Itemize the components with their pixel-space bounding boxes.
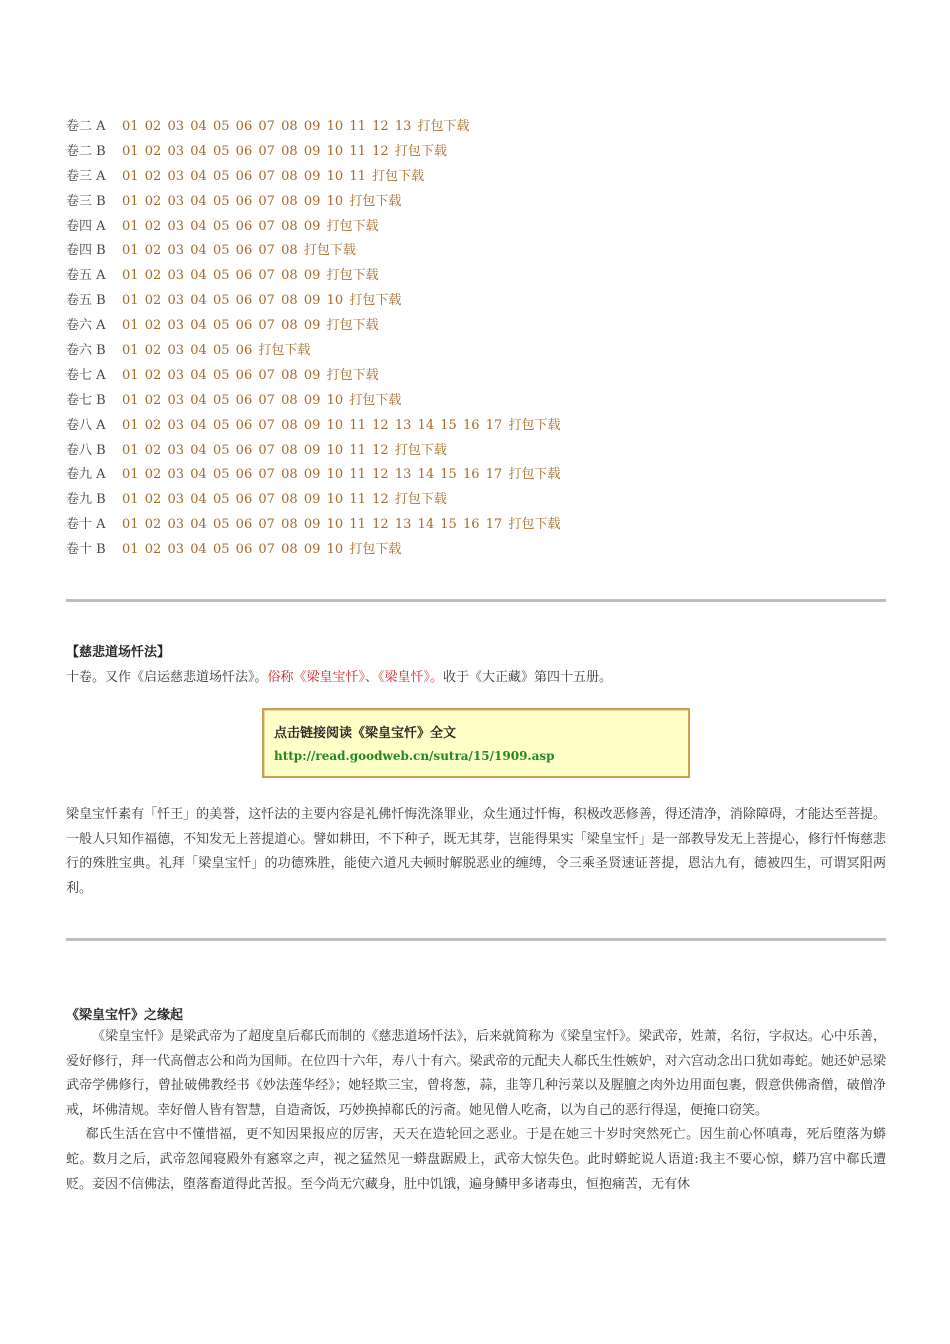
intro-text: 十卷。又作《启运慈悲道场忏法》。 [66,670,268,685]
part-link[interactable]: 02 [144,268,162,284]
part-link[interactable]: 06 [235,168,253,184]
section-intro [66,666,612,685]
part-link[interactable]: 07 [258,392,275,408]
part-link[interactable]: 05 [212,268,230,284]
part-link[interactable]: 07 [258,143,275,159]
part-link[interactable]: 06 [235,119,253,134]
part-link[interactable]: 03 [167,417,185,433]
volume-label: 卷九 B [66,492,106,508]
part-link[interactable]: 01 [122,293,139,309]
volume-row [66,390,561,415]
volume-row [66,489,561,514]
part-link[interactable]: 04 [190,492,207,508]
section-title: 【慈悲道场忏法】 [66,645,171,660]
part-link[interactable]: 04 [190,119,207,134]
part-link[interactable]: 14 [417,467,435,483]
pack-download-link[interactable]: 打包下载 [326,367,379,383]
volume-row [66,315,561,340]
part-link[interactable]: 13 [394,517,412,533]
part-link[interactable]: 12 [372,417,389,433]
part-link[interactable]: 03 [167,168,185,184]
pack-download-link[interactable]: 打包下载 [417,119,470,134]
part-link[interactable]: 02 [144,417,162,433]
part-link[interactable]: 10 [326,193,344,209]
part-link[interactable]: 11 [349,467,366,483]
part-link[interactable]: 08 [281,542,298,558]
divider [66,938,886,941]
part-link[interactable]: 06 [235,243,253,259]
part-link[interactable]: 05 [212,318,230,334]
volume-label: 卷七 B [66,392,106,408]
part-link[interactable]: 02 [144,168,162,184]
part-link[interactable]: 15 [440,517,457,533]
part-link[interactable]: 01 [122,492,139,508]
part-link[interactable]: 06 [235,293,253,309]
part-link[interactable]: 11 [349,517,366,533]
part-link[interactable]: 08 [281,492,298,508]
part-link[interactable]: 03 [167,268,185,284]
part-link[interactable]: 01 [122,218,139,234]
part-link[interactable]: 06 [235,417,253,433]
part-link[interactable]: 09 [303,417,321,433]
part-link[interactable]: 09 [303,293,321,309]
paragraph-text: 《梁皇宝忏》是梁武帝为了超度皇后郗氏而制的《慈悲道场忏法》，后来就简称为《梁皇宝忏》。梁武帝，姓萧，名衍，字叔达。心中乐善，爱好修行，拜一代高僧志公和尚为国师。在位四十六年，寿八十有六。梁武帝的元配夫人郗氏生性嫉妒，对六宫动念出口犹如毒蛇。她还妒忌梁武帝学佛修行，曾扯破佛教经书《妙法莲华经》；她轻欺三宝，曾将葱，蒜，韭等几种污菜以及腥膻之肉外边用面包裹，假意供佛斋僧，破僧净戒，坏佛清规。幸好僧人皆有智慧，自造斋饭，巧妙换掉郗氏的污斋。她见僧人吃斋，以为自己的恶行得逞，便掩口窃笑。 [66,1029,886,1118]
part-link[interactable]: 09 [303,218,321,234]
part-link[interactable]: 05 [212,467,230,483]
part-link[interactable]: 09 [303,168,321,184]
read-link-title[interactable]: 点击链接阅读《梁皇宝忏》全文 [274,726,457,741]
part-link[interactable]: 07 [258,268,275,284]
part-link[interactable]: 08 [281,193,298,209]
part-link[interactable]: 02 [144,517,162,533]
part-link[interactable]: 09 [303,467,321,483]
paragraph-text: 郗氏生活在宫中不懂惜福，更不知因果报应的厉害，天天在造轮回之恶业。于是在她三十岁时突然死亡。因生前心怀嗔毒，死后堕落为蟒蛇。数月之后，武帝忽闻寝殿外有窸窣之声，视之猛然见一蟒盘踞殿上，武帝大惊失色。此时蟒蛇说人语道:我主不要心惊，蟒乃宫中郗氏遭贬。妾因不信佛法，堕落畜道得此苦报。至今尚无穴藏身，肚中饥饿，遍身鳞甲多诸毒虫，恒抱痛苦，无有休 [66,1127,886,1192]
volume-row [66,514,561,539]
part-link[interactable]: 02 [144,492,162,508]
part-link[interactable]: 02 [144,392,162,408]
part-link[interactable]: 16 [463,467,480,483]
part-link[interactable]: 07 [258,193,275,209]
part-link[interactable]: 05 [212,243,230,259]
part-link[interactable]: 07 [258,168,275,184]
part-link[interactable]: 05 [212,218,230,234]
part-link[interactable]: 08 [281,143,298,159]
pack-download-link[interactable]: 打包下载 [326,318,379,334]
part-link[interactable]: 08 [281,467,298,483]
part-link[interactable]: 07 [258,293,275,309]
part-link[interactable]: 12 [372,442,389,458]
part-link[interactable]: 01 [122,168,139,184]
part-link[interactable]: 10 [326,517,344,533]
part-link[interactable]: 02 [144,243,162,259]
part-link[interactable]: 14 [417,417,435,433]
part-link[interactable]: 05 [212,442,230,458]
part-link[interactable]: 12 [372,492,389,508]
volume-label: 卷六 A [66,318,106,334]
origin-paragraphs [66,1025,886,1197]
part-link[interactable]: 12 [372,467,389,483]
part-link[interactable]: 06 [235,193,253,209]
part-link[interactable]: 11 [349,492,366,508]
part-link[interactable]: 04 [190,442,207,458]
volume-label: 卷五 A [66,268,106,284]
part-link[interactable]: 06 [235,467,253,483]
part-link[interactable]: 10 [326,542,344,558]
volume-row [66,340,561,365]
intro-alias-text: 俗称《梁皇宝忏》、《梁皇忏》。 [267,670,444,685]
part-link[interactable]: 17 [485,417,503,433]
part-link[interactable]: 04 [190,168,207,184]
part-link[interactable]: 01 [122,542,139,558]
part-link[interactable]: 05 [212,119,230,134]
part-link[interactable]: 06 [235,343,253,359]
part-link[interactable]: 07 [258,417,275,433]
part-link[interactable]: 02 [144,442,162,458]
part-link[interactable]: 01 [122,193,139,209]
part-link[interactable]: 01 [122,417,139,433]
part-link[interactable]: 01 [122,367,139,383]
part-link[interactable]: 09 [303,119,321,134]
part-link[interactable]: 04 [190,467,207,483]
part-link[interactable]: 05 [212,492,230,508]
part-link[interactable]: 06 [235,268,253,284]
part-link[interactable]: 06 [235,442,253,458]
part-link[interactable]: 11 [349,168,366,184]
part-link[interactable]: 06 [235,143,253,159]
part-link[interactable]: 03 [167,467,185,483]
volume-row [66,116,561,141]
part-link[interactable]: 12 [372,517,389,533]
part-link[interactable]: 07 [258,517,275,533]
part-link[interactable]: 09 [303,442,321,458]
part-link[interactable]: 08 [281,218,298,234]
part-link[interactable]: 04 [190,517,207,533]
part-link[interactable]: 02 [144,343,162,359]
part-link[interactable]: 07 [258,318,275,334]
part-link[interactable]: 16 [463,417,480,433]
part-link[interactable]: 06 [235,392,253,408]
part-link[interactable]: 05 [212,293,230,309]
pack-download-link[interactable]: 打包下载 [349,392,402,408]
part-link[interactable]: 01 [122,243,139,259]
part-link[interactable]: 03 [167,442,185,458]
part-link[interactable]: 09 [303,492,321,508]
part-link[interactable]: 03 [167,218,185,234]
part-link[interactable]: 16 [463,517,480,533]
part-link[interactable]: 09 [303,143,321,159]
section-title: 《梁皇宝忏》之缘起 [66,1008,184,1023]
volume-row [66,415,561,440]
pack-download-link[interactable]: 打包下载 [394,442,447,458]
volume-label: 卷四 B [66,243,106,259]
part-link[interactable]: 10 [326,168,344,184]
part-link[interactable]: 01 [122,517,139,533]
part-link[interactable]: 10 [326,119,344,134]
part-link[interactable]: 07 [258,542,275,558]
volume-label: 卷二 A [66,119,106,134]
part-link[interactable]: 01 [122,467,139,483]
volume-row [66,240,561,265]
part-link[interactable]: 09 [303,517,321,533]
pack-download-link[interactable]: 打包下载 [326,218,379,234]
volume-label: 卷七 A [66,367,106,383]
part-link[interactable]: 01 [122,392,139,408]
part-link[interactable]: 04 [190,268,207,284]
part-link[interactable]: 05 [212,367,230,383]
part-link[interactable]: 01 [122,143,139,159]
volume-row [66,166,561,191]
part-link[interactable]: 10 [326,492,344,508]
part-link[interactable]: 05 [212,193,230,209]
part-link[interactable]: 05 [212,542,230,558]
part-link[interactable]: 09 [303,268,321,284]
part-link[interactable]: 03 [167,143,185,159]
part-link[interactable]: 11 [349,417,366,433]
part-link[interactable]: 05 [212,417,230,433]
part-link[interactable]: 10 [326,392,344,408]
part-link[interactable]: 06 [235,517,253,533]
part-link[interactable]: 17 [485,517,503,533]
part-link[interactable]: 09 [303,367,321,383]
part-link[interactable]: 02 [144,119,162,134]
part-link[interactable]: 17 [485,467,503,483]
part-link[interactable]: 13 [394,467,412,483]
part-link[interactable]: 05 [212,143,230,159]
part-link[interactable]: 03 [167,367,185,383]
part-link[interactable]: 04 [190,318,207,334]
pack-download-link[interactable]: 打包下载 [394,143,447,159]
part-link[interactable]: 09 [303,193,321,209]
volume-label: 卷二 B [66,143,106,159]
part-link[interactable]: 03 [167,193,185,209]
part-link[interactable]: 07 [258,492,275,508]
intro-source-text: 收于《大正藏》第四十五册。 [443,670,613,685]
part-link[interactable]: 01 [122,268,139,284]
part-link[interactable]: 05 [212,517,230,533]
part-link[interactable]: 11 [349,143,366,159]
part-link[interactable]: 06 [235,218,253,234]
part-link[interactable]: 02 [144,143,162,159]
part-link[interactable]: 01 [122,318,139,334]
volume-download-list [66,116,561,564]
pack-download-link[interactable]: 打包下载 [258,343,311,359]
part-link[interactable]: 05 [212,168,230,184]
part-link[interactable]: 04 [190,143,207,159]
volume-row [66,290,561,315]
volume-row [66,440,561,465]
part-link[interactable]: 13 [394,417,412,433]
part-link[interactable]: 10 [326,417,344,433]
part-link[interactable]: 07 [258,467,275,483]
part-link[interactable]: 04 [190,193,207,209]
part-link[interactable]: 08 [281,243,298,259]
volume-label: 卷十 A [66,517,106,533]
part-link[interactable]: 07 [258,442,275,458]
part-link[interactable]: 07 [258,218,275,234]
part-link[interactable]: 02 [144,218,162,234]
part-link[interactable]: 12 [372,143,389,159]
part-link[interactable]: 01 [122,343,139,359]
part-link[interactable]: 08 [281,517,298,533]
part-link[interactable]: 03 [167,542,185,558]
part-link[interactable]: 03 [167,392,185,408]
volume-row [66,265,561,290]
volume-label: 卷九 A [66,467,106,483]
part-link[interactable]: 02 [144,293,162,309]
volume-row [66,191,561,216]
pack-download-link[interactable]: 打包下载 [303,243,356,259]
read-link-box [262,708,690,778]
part-link[interactable]: 07 [258,243,275,259]
pack-download-link[interactable]: 打包下载 [372,168,425,184]
part-link[interactable]: 08 [281,392,298,408]
paragraph-text: 梁皇宝忏素有「忏王」的美誉，这忏法的主要内容是礼佛忏悔洗涤罪业，众生通过忏悔，积极改恶修善，得还清净，消除障碍，才能达至菩提。一般人只知作福德，不知发无上菩提道心。譬如耕田，不下种子，既无其芽，岂能得果实「梁皇宝忏」是一部教导发无上菩提心，修行忏悔慈悲行的殊胜宝典。礼拜「梁皇宝忏」的功德殊胜，能使六道凡夫顿时解脱恶业的缠缚，令三乘圣贤速证菩提，恩沾九有，德被四生，可谓冥阳两利。 [66,807,886,896]
part-link[interactable]: 01 [122,119,139,134]
part-link[interactable]: 06 [235,367,253,383]
part-link[interactable]: 07 [258,367,275,383]
part-link[interactable]: 12 [372,119,389,134]
pack-download-link[interactable]: 打包下载 [394,492,447,508]
part-link[interactable]: 05 [212,392,230,408]
part-link[interactable]: 03 [167,119,185,134]
volume-row [66,539,561,564]
part-link[interactable]: 03 [167,343,185,359]
part-link[interactable]: 10 [326,467,344,483]
part-link[interactable]: 04 [190,218,207,234]
part-link[interactable]: 03 [167,318,185,334]
part-link[interactable]: 03 [167,293,185,309]
part-link[interactable]: 04 [190,392,207,408]
volume-label: 卷八 A [66,417,106,433]
part-link[interactable]: 14 [417,517,435,533]
part-link[interactable]: 08 [281,417,298,433]
part-link[interactable]: 08 [281,119,298,134]
part-link[interactable]: 10 [326,442,344,458]
pack-download-link[interactable]: 打包下载 [326,268,379,284]
part-link[interactable]: 04 [190,417,207,433]
part-link[interactable]: 08 [281,268,298,284]
volume-label: 卷五 B [66,293,106,309]
part-link[interactable]: 11 [349,442,366,458]
part-link[interactable]: 02 [144,367,162,383]
part-link[interactable]: 08 [281,318,298,334]
volume-label: 卷十 B [66,542,106,558]
part-link[interactable]: 13 [394,119,412,134]
volume-row [66,141,561,166]
part-link[interactable]: 09 [303,542,321,558]
read-link-url[interactable]: http://read.goodweb.cn/sutra/15/1909.asp [274,749,555,763]
part-link[interactable]: 09 [303,392,321,408]
part-link[interactable]: 06 [235,542,253,558]
volume-label: 卷八 B [66,442,106,458]
part-link[interactable]: 02 [144,467,162,483]
part-link[interactable]: 04 [190,243,207,259]
pack-download-link[interactable]: 打包下载 [349,293,402,309]
part-link[interactable]: 08 [281,293,298,309]
pack-download-link[interactable]: 打包下载 [508,467,561,483]
part-link[interactable]: 15 [440,467,457,483]
pack-download-link[interactable]: 打包下载 [508,417,561,433]
volume-label: 卷六 B [66,343,106,359]
pack-download-link[interactable]: 打包下载 [508,517,561,533]
part-link[interactable]: 03 [167,517,185,533]
part-link[interactable]: 09 [303,318,321,334]
volume-label: 卷三 B [66,193,106,209]
section-paragraph [66,803,886,901]
volume-row [66,365,561,390]
part-link[interactable]: 06 [235,318,253,334]
part-link[interactable]: 10 [326,143,344,159]
part-link[interactable]: 04 [190,542,207,558]
part-link[interactable]: 08 [281,168,298,184]
part-link[interactable]: 08 [281,367,298,383]
part-link[interactable]: 02 [144,193,162,209]
pack-download-link[interactable]: 打包下载 [349,542,402,558]
part-link[interactable]: 08 [281,442,298,458]
part-link[interactable]: 06 [235,492,253,508]
part-link[interactable]: 04 [190,367,207,383]
part-link[interactable]: 05 [212,343,230,359]
part-link[interactable]: 03 [167,492,185,508]
part-link[interactable]: 02 [144,542,162,558]
part-link[interactable]: 07 [258,119,275,134]
part-link[interactable]: 04 [190,343,207,359]
volume-label: 卷四 A [66,218,106,234]
volume-row [66,464,561,489]
part-link[interactable]: 02 [144,318,162,334]
volume-row [66,216,561,241]
part-link[interactable]: 15 [440,417,457,433]
part-link[interactable]: 11 [349,119,366,134]
part-link[interactable]: 01 [122,442,139,458]
divider [66,599,886,602]
part-link[interactable]: 04 [190,293,207,309]
volume-label: 卷三 A [66,168,106,184]
part-link[interactable]: 03 [167,243,185,259]
part-link[interactable]: 10 [326,293,344,309]
pack-download-link[interactable]: 打包下载 [349,193,402,209]
